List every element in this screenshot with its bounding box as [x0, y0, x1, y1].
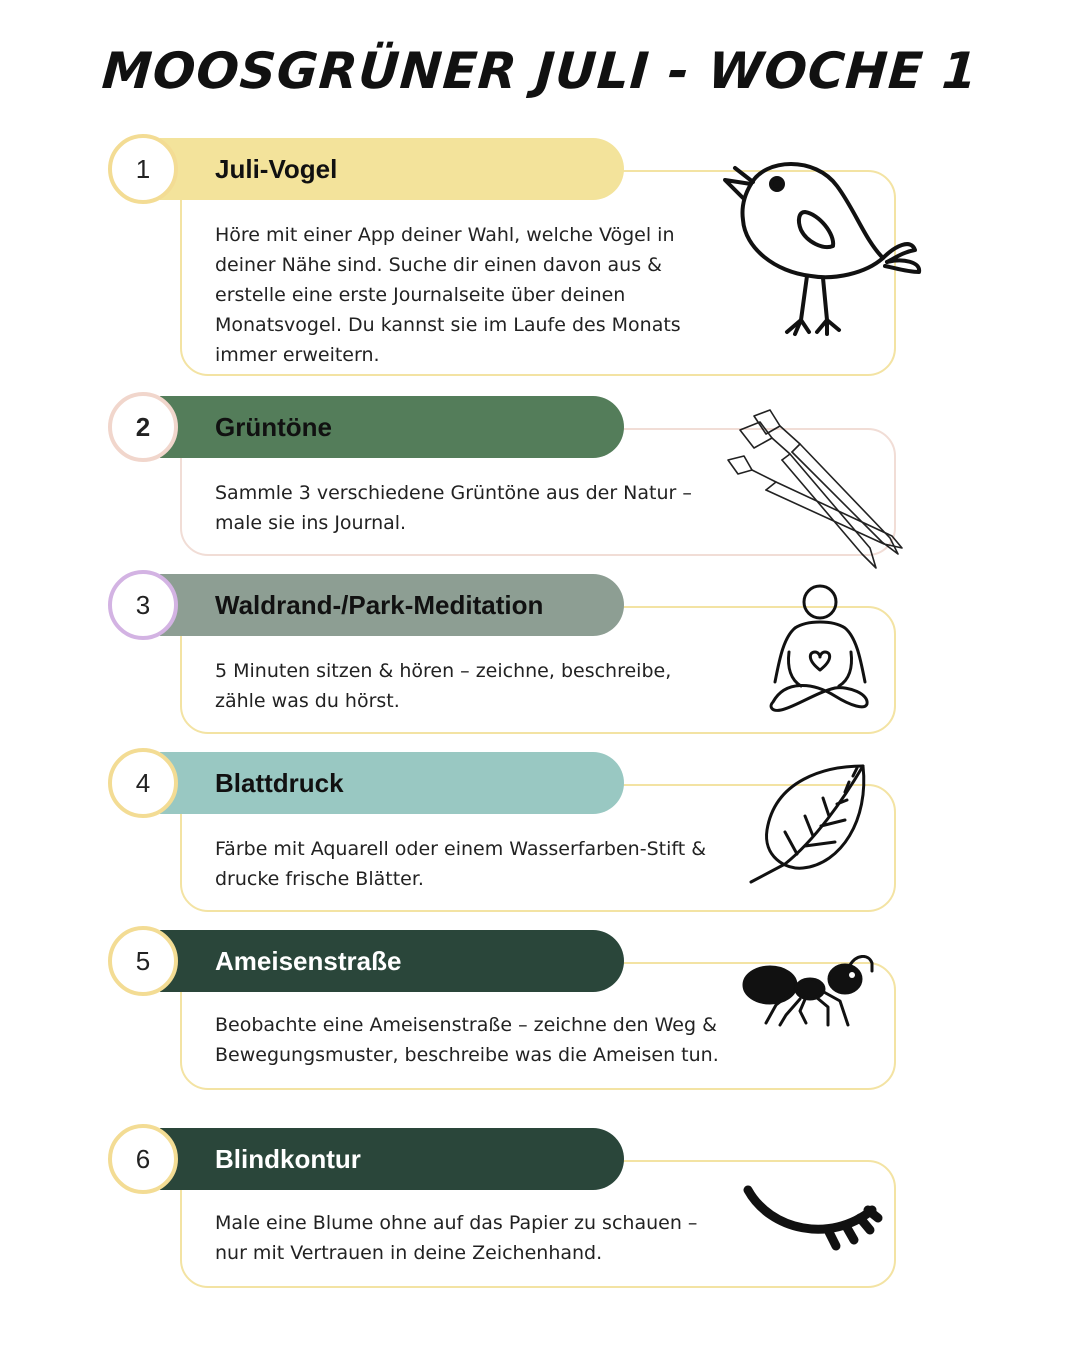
task-number-badge: 1 — [108, 134, 178, 204]
task-title: Blattdruck — [215, 767, 344, 798]
bird-icon — [715, 150, 930, 345]
task-description: Beobachte eine Ameisenstraße – zeichne den Weg & Bewegungsmuster, beschreibe was die Ameisen tun. — [215, 1014, 719, 1066]
task-description: Höre mit einer App deiner Wahl, welche Vögel in deiner Nähe sind. Suche dir einen davon aus & erstelle eine erste Journalseite über deinen Monatsvogel. Du kannst sie im Laufe des Monats immer erweitern. — [215, 224, 681, 366]
task-title-bar — [160, 574, 624, 636]
task-title-bar — [160, 1128, 624, 1190]
task-title-bar — [160, 396, 624, 458]
task-title: Juli-Vogel — [215, 153, 338, 184]
task-number-badge: 2 — [108, 392, 178, 462]
task-title: Grüntöne — [215, 411, 332, 442]
task-description: Sammle 3 verschiedene Grüntöne aus der Natur – male sie ins Journal. — [215, 482, 692, 534]
task-number-badge: 4 — [108, 748, 178, 818]
closed-eye-icon — [740, 1180, 885, 1255]
meditation-icon — [765, 582, 875, 718]
task-number-badge: 5 — [108, 926, 178, 996]
paintbrushes-icon — [720, 408, 910, 573]
task-description: Färbe mit Aquarell oder einem Wasserfarben-Stift & drucke frische Blätter. — [215, 838, 707, 890]
page-title: MOOSGRÜNER JULI - WOCHE 1 — [100, 42, 980, 100]
task-description: 5 Minuten sitzen & hören – zeichne, beschreibe, zähle was du hörst. — [215, 660, 672, 712]
task-number-badge: 3 — [108, 570, 178, 640]
task-description: Male eine Blume ohne auf das Papier zu schauen – nur mit Vertrauen in deine Zeichenhand. — [215, 1212, 698, 1264]
task-number-badge: 6 — [108, 1124, 178, 1194]
task-title: Blindkontur — [215, 1143, 361, 1174]
task-title-bar — [160, 930, 624, 992]
task-title: Ameisenstraße — [215, 945, 402, 976]
task-title-bar — [160, 752, 624, 814]
task-title: Waldrand-/Park-Meditation — [215, 589, 544, 620]
task-title-bar — [160, 138, 624, 200]
leaf-icon — [745, 760, 875, 890]
ant-icon — [740, 955, 880, 1030]
